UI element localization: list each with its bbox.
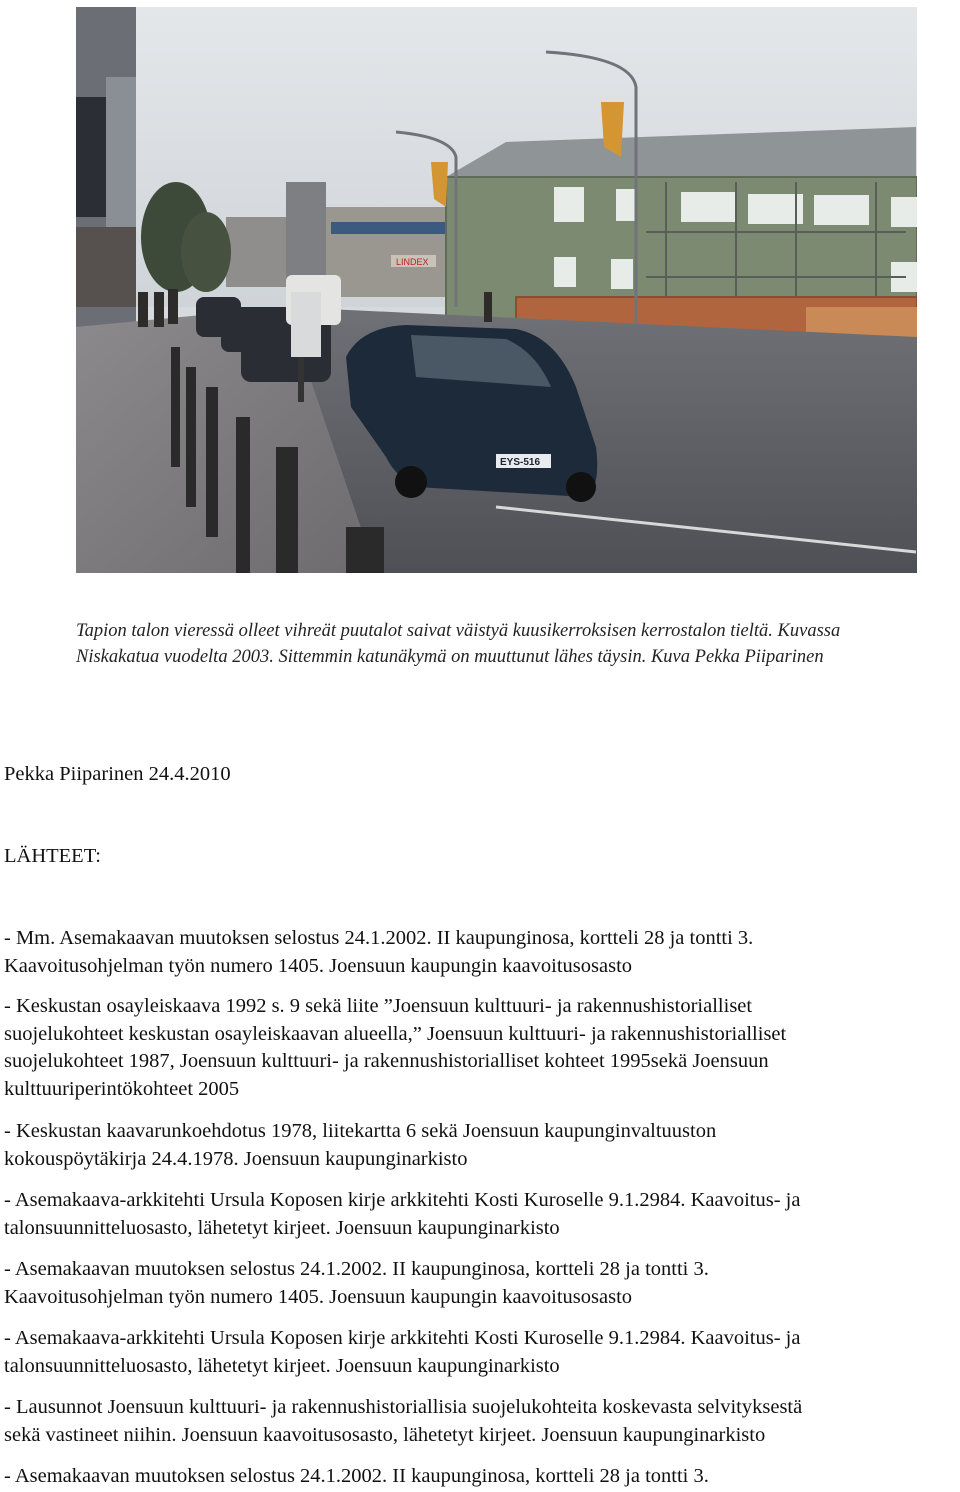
license-plate: EYS-516 [500, 457, 541, 468]
reference-line: talonsuunnitteluosasto, lähetetyt kirjeet. Joensuun kaupunginarkisto [4, 1354, 560, 1377]
reference-line: suojelukohteet keskustan osayleiskaavan alueella,” Joensuun kulttuuri- ja rakennushistorialliset [4, 1022, 787, 1045]
reference-line: - Asemakaava-arkkitehti Ursula Koposen kirje arkkitehti Kosti Kuroselle 9.1.2984. Kaavoitus- ja [4, 1189, 801, 1211]
reference-item [4, 993, 956, 1103]
reference-line: Kaavoitusohjelman työn numero 1405. Joensuun kaupungin kaavoitusosasto [4, 954, 633, 977]
reference-line: sekä vastineet niihin. Joensuun kaavoitusosasto, lähetetyt kirjeet. Joensuun kaupunginarkisto [4, 1423, 766, 1446]
reference-line: - Asemakaavan muutoksen selostus 24.1.2002. II kaupunginosa, kortteli 28 ja tontti 3. [4, 1258, 709, 1280]
reference-line: suojelukohteet 1987, Joensuun kulttuuri- ja rakennushistorialliset kohteet 1995sekä Joensuun [4, 1050, 769, 1072]
reference-line: - Keskustan kaavarunkoehdotus 1978, liitekartta 6 sekä Joensuun kaupunginvaltuuston [4, 1120, 717, 1142]
author-date: Pekka Piiparinen 24.4.2010 [4, 763, 231, 785]
reference-line: kulttuuriperintökohteet 2005 [4, 1077, 240, 1100]
reference-line: kokouspöytäkirja 24.4.1978. Joensuun kaupunginarkisto [4, 1147, 468, 1170]
reference-item [4, 1325, 956, 1380]
reference-item [4, 1394, 956, 1449]
caption-line: Niskakatua vuodelta 2003. Sittemmin katunäkymä on muuttunut lähes täysin. Kuva Pekka Piiparinen [76, 647, 824, 667]
reference-line: talonsuunnitteluosasto, lähetetyt kirjeet. Joensuun kaupunginarkisto [4, 1216, 560, 1239]
reference-item [4, 1187, 956, 1242]
reference-item [4, 1463, 956, 1491]
reference-line: - Mm. Asemakaavan muutoksen selostus 24.1.2002. II kaupunginosa, kortteli 28 ja tontti 3. [4, 927, 754, 949]
street-photo [76, 7, 917, 573]
sources-heading: LÄHTEET: [4, 845, 101, 867]
shop-sign: LINDEX [396, 257, 429, 267]
caption-line: Tapion talon vieressä olleet vihreät puutalot saivat väistyä kuusikerroksisen kerrostalon tieltä. Kuvassa [76, 621, 841, 641]
reference-item [4, 1256, 956, 1311]
reference-item [4, 925, 956, 980]
reference-line: Kaavoitusohjelman työn numero 1405. Joensuun kaupungin kaavoitusosasto [4, 1285, 633, 1308]
reference-item [4, 1118, 956, 1173]
photo-caption [76, 618, 946, 670]
reference-line: - Asemakaavan muutoksen selostus 24.1.2002. II kaupunginosa, kortteli 28 ja tontti 3. [4, 1465, 709, 1487]
reference-line: - Lausunnot Joensuun kulttuuri- ja rakennushistoriallisia suojelukohteita koskevasta selvityksestä [4, 1396, 803, 1418]
reference-line: - Asemakaava-arkkitehti Ursula Koposen kirje arkkitehti Kosti Kuroselle 9.1.2984. Kaavoitus- ja [4, 1327, 801, 1349]
reference-line: - Keskustan osayleiskaava 1992 s. 9 sekä liite ”Joensuun kulttuuri- ja rakennushistorialliset [4, 995, 753, 1017]
